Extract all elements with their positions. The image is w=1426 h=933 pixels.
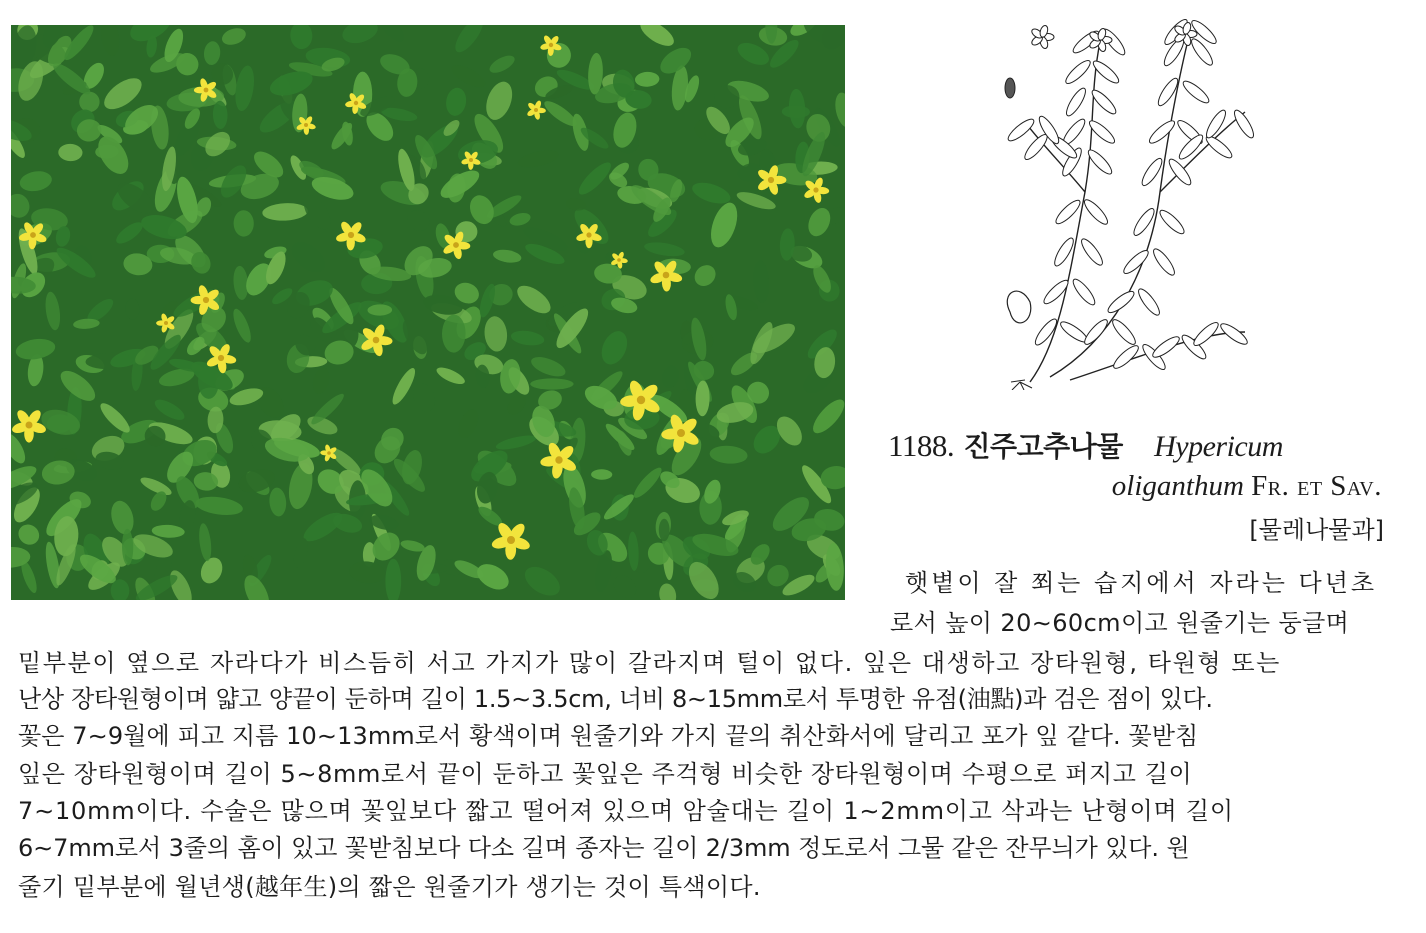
body-line: 햇볕이 잘 쬐는 습지에서 자라는 다년초 xyxy=(905,569,1378,597)
korean-name: 진주고추나물 xyxy=(963,430,1123,463)
entry-number: 1188. xyxy=(888,428,955,463)
species-name: oliganthum xyxy=(1111,470,1244,502)
body-line: 잎은 장타원형이며 길이 5∼8mm로서 끝이 둔하고 꽃잎은 주걱형 비슷한 장타원형이며 수평으로 퍼지고 길이 xyxy=(18,760,1193,788)
genus-name: Hypericum xyxy=(1154,430,1283,463)
botanical-illustration xyxy=(990,12,1280,390)
plant-photo xyxy=(11,25,845,600)
entry-title xyxy=(888,425,1283,465)
body-line: 꽃은 7∼9월에 피고 지름 10∼13mm로서 황색이며 원줄기와 가지 끝의 취산화서에 달리고 포가 잎 같다. 꽃받침 xyxy=(18,722,1199,750)
body-line: 로서 높이 20∼60cm이고 원줄기는 둥글며 xyxy=(890,609,1350,637)
body-line: 7∼10mm이다. 수술은 많으며 꽃잎보다 짧고 떨어져 있으며 암술대는 길이 1∼2mm이고 삭과는 난형이며 길이 xyxy=(18,797,1234,825)
plant-photo-image xyxy=(11,25,845,600)
body-line: 줄기 밑부분에 월년생(越年生)의 짧은 원줄기가 생기는 것이 특색이다. xyxy=(18,873,761,901)
scientific-name-line xyxy=(1112,470,1382,503)
body-line: 난상 장타원형이며 얇고 양끝이 둔하며 길이 1.5∼3.5cm, 너비 8∼15mm로서 투명한 유점(油點)과 검은 점이 있다. xyxy=(18,685,1213,713)
body-line: 밑부분이 옆으로 자라다가 비스듬히 서고 가지가 많이 갈라지며 털이 없다. 잎은 대생하고 장타원형, 타원형 또는 xyxy=(18,649,1281,677)
author-name: Fr. et Sav. xyxy=(1251,470,1382,502)
family-name: [물레나물과] xyxy=(1249,516,1384,544)
body-line: 6∼7mm로서 3줄의 홈이 있고 꽃받침보다 다소 길며 종자는 길이 2/3mm 정도로서 그물 같은 잔무늬가 있다. 원 xyxy=(18,834,1190,862)
